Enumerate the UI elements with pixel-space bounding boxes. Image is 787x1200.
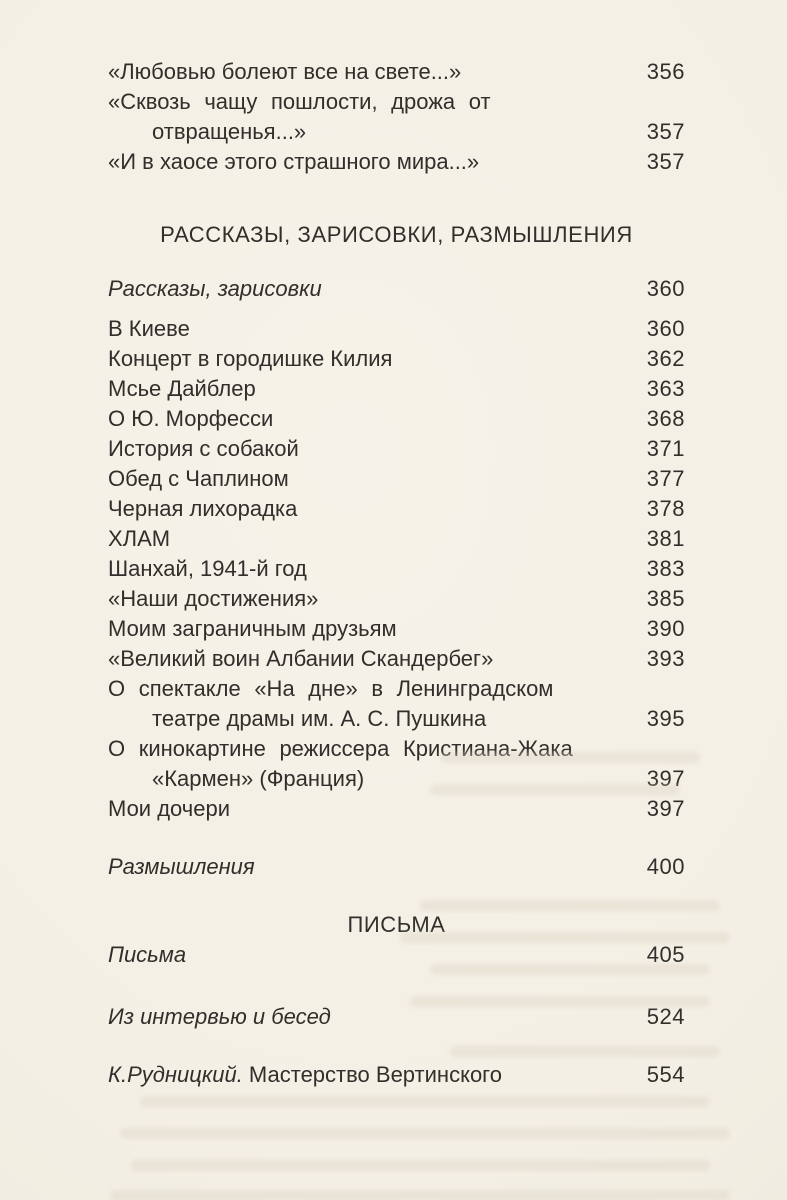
toc-entry-title: отвращенья...» bbox=[152, 119, 307, 144]
toc-entry-line bbox=[108, 57, 685, 87]
toc-page-number: 378 bbox=[646, 496, 685, 521]
toc-entry-line bbox=[108, 374, 685, 404]
toc-entry-title: Размышления bbox=[108, 854, 255, 879]
toc-entry-title: Мсье Дайблер bbox=[108, 376, 256, 401]
toc-entry-line bbox=[108, 314, 685, 344]
toc-page-number: 397 bbox=[646, 796, 685, 821]
toc-entry-line bbox=[108, 274, 685, 304]
toc-page-number: 360 bbox=[646, 316, 685, 341]
toc-entry-line bbox=[108, 464, 685, 494]
toc-entry-line bbox=[108, 117, 685, 147]
toc-page-number: 371 bbox=[646, 436, 685, 461]
toc-entry-line bbox=[108, 344, 685, 374]
toc-entry-title: «Великий воин Албании Скандербег» bbox=[108, 646, 494, 671]
toc-page-number: 357 bbox=[646, 119, 685, 144]
toc-page-number: 363 bbox=[646, 376, 685, 401]
toc-entry-line bbox=[108, 852, 685, 882]
toc-page-number: 400 bbox=[646, 854, 685, 879]
toc-entry-title: ХЛАМ bbox=[108, 526, 171, 551]
toc-page-number: 405 bbox=[646, 942, 685, 967]
toc-entry-line bbox=[108, 1002, 685, 1032]
toc-entry-title: В Киеве bbox=[108, 316, 190, 341]
toc-entry-title: Шанхай, 1941-й год bbox=[108, 556, 307, 581]
toc-entry-line bbox=[108, 404, 685, 434]
toc-entry-line bbox=[108, 1060, 685, 1090]
toc-entry-title: Обед с Чаплином bbox=[108, 466, 289, 491]
toc-entry-title: Письма bbox=[108, 942, 187, 967]
toc-page-number: 390 bbox=[646, 616, 685, 641]
toc-entry-line bbox=[108, 147, 685, 177]
toc-entry-title: «Кармен» (Франция) bbox=[152, 766, 365, 791]
toc-entry-title: О кинокартине режиссера Кристиана-Жака bbox=[108, 736, 573, 761]
toc-entry-title: «Сквозь чащу пошлости, дрожа от bbox=[108, 89, 491, 114]
bleed-through-texture bbox=[130, 1160, 710, 1171]
toc-entry-line bbox=[108, 794, 685, 824]
toc-entry-line bbox=[108, 644, 685, 674]
toc-entry-title: История с собакой bbox=[108, 436, 299, 461]
toc-entry-title: «И в хаосе этого страшного мира...» bbox=[108, 149, 480, 174]
toc-page-number: 397 bbox=[646, 766, 685, 791]
toc-heading-text: РАССКАЗЫ, ЗАРИСОВКИ, РАЗМЫШЛЕНИЯ bbox=[160, 222, 633, 247]
toc-rows bbox=[108, 57, 685, 1090]
bleed-through-texture bbox=[120, 1128, 730, 1139]
toc-entry-line bbox=[108, 614, 685, 644]
toc-page-number: 395 bbox=[646, 706, 685, 731]
toc-entry-line bbox=[108, 494, 685, 524]
toc-entry-line bbox=[108, 524, 685, 554]
toc-entry-title: Из интервью и бесед bbox=[108, 1004, 331, 1029]
toc-entry-title: Мои дочери bbox=[108, 796, 231, 821]
toc-entry-title: Концерт в городишке Килия bbox=[108, 346, 393, 371]
toc-page-number: 368 bbox=[646, 406, 685, 431]
toc-entry-line bbox=[108, 940, 685, 970]
toc-entry-line bbox=[108, 764, 685, 794]
toc-entry-title bbox=[108, 1060, 502, 1090]
toc-entry-title-part: К.Рудницкий. bbox=[108, 1062, 243, 1087]
toc-page-number: 381 bbox=[646, 526, 685, 551]
toc-section-heading bbox=[108, 220, 685, 250]
toc-entry-line bbox=[108, 434, 685, 464]
toc-page-number: 524 bbox=[646, 1004, 685, 1029]
toc-entry-title: «Наши достижения» bbox=[108, 586, 319, 611]
toc-entry-title: О Ю. Морфесси bbox=[108, 406, 274, 431]
toc-entry-title: театре драмы им. А. С. Пушкина bbox=[152, 706, 487, 731]
toc-entry-line bbox=[108, 87, 685, 117]
toc-entry-title: О спектакле «На дне» в Ленинградском bbox=[108, 676, 554, 701]
toc-entry-line bbox=[108, 584, 685, 614]
toc-entry-title: Черная лихорадка bbox=[108, 496, 298, 521]
toc-page-number: 360 bbox=[646, 276, 685, 301]
toc-page-number: 362 bbox=[646, 346, 685, 371]
toc-entry-title: Моим заграничным друзьям bbox=[108, 616, 397, 641]
toc-section-heading bbox=[108, 910, 685, 940]
toc-entry-title-part: Мастерство Вертинского bbox=[242, 1062, 502, 1087]
toc-page-number: 554 bbox=[646, 1062, 685, 1087]
toc-page-number: 357 bbox=[646, 149, 685, 174]
toc-page-number: 385 bbox=[646, 586, 685, 611]
bleed-through-texture bbox=[110, 1190, 730, 1200]
toc-page-number: 393 bbox=[646, 646, 685, 671]
toc-page-number: 383 bbox=[646, 556, 685, 581]
toc-entry-line bbox=[108, 704, 685, 734]
toc-heading-text: ПИСЬМА bbox=[347, 912, 446, 937]
toc-entry-line bbox=[108, 674, 685, 704]
toc-entry-line bbox=[108, 554, 685, 584]
toc-entry-line bbox=[108, 734, 685, 764]
toc-entry-title: Рассказы, зарисовки bbox=[108, 276, 322, 301]
toc-page-number: 377 bbox=[646, 466, 685, 491]
toc-entry-title: «Любовью болеют все на свете...» bbox=[108, 59, 462, 84]
toc-page-number: 356 bbox=[646, 59, 685, 84]
bleed-through-texture bbox=[140, 1096, 710, 1107]
